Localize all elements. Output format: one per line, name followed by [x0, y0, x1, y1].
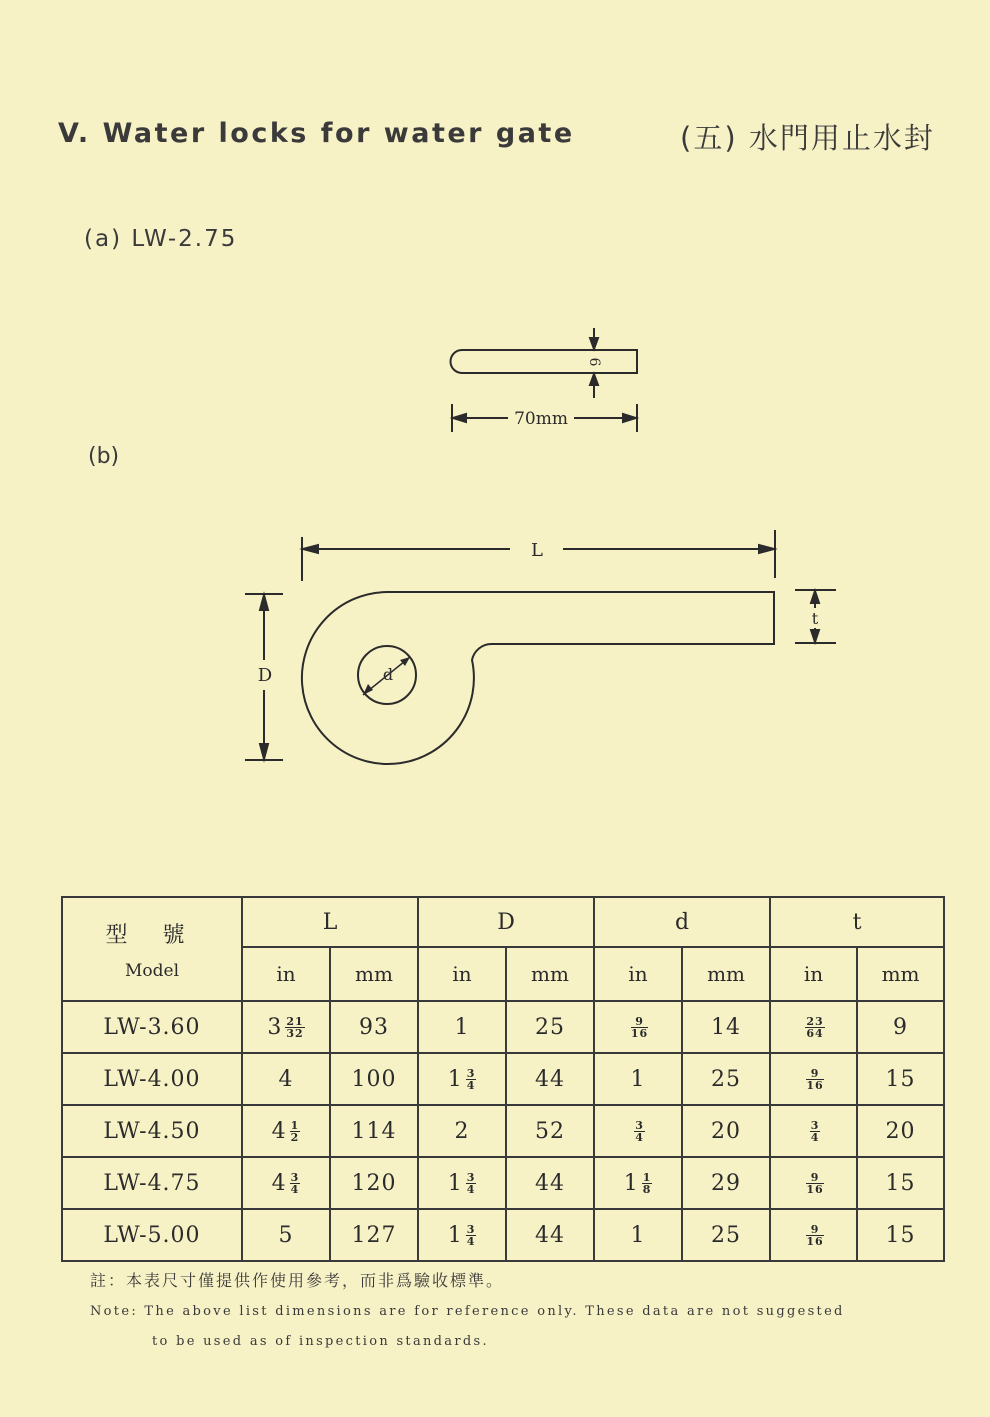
- page-title: V. Water locks for water gate: [58, 118, 575, 149]
- whole-part: 4: [271, 1170, 287, 1196]
- fraction-denominator: 4: [466, 1235, 476, 1248]
- D-mm-cell: 44: [506, 1053, 594, 1105]
- D-in-cell: [418, 1157, 506, 1209]
- whole-part: 1: [623, 1170, 639, 1196]
- t-in-cell: [770, 1105, 857, 1157]
- L-mm-cell: 93: [330, 1001, 418, 1053]
- fraction: [285, 1016, 304, 1039]
- t-mm-cell: 15: [857, 1053, 944, 1105]
- fraction-denominator: 4: [290, 1183, 300, 1196]
- model-cell: LW-4.50: [62, 1105, 242, 1157]
- unit-in: in: [242, 947, 330, 1001]
- L-in-cell: [242, 1209, 330, 1261]
- model-cell: LW-4.00: [62, 1053, 242, 1105]
- D-mm-cell: 44: [506, 1157, 594, 1209]
- section-label-b: (b): [88, 444, 120, 469]
- whole-part: 1: [630, 1222, 646, 1248]
- table-row: [62, 1053, 944, 1105]
- unit-in: in: [770, 947, 857, 1001]
- fraction-numerator: 1: [290, 1119, 300, 1132]
- dimension-t-label: t: [811, 609, 819, 628]
- model-header-cell: [62, 897, 242, 1001]
- fraction-denominator: 4: [466, 1183, 476, 1196]
- dimension-d-label: d: [382, 665, 394, 684]
- table-row: [62, 1157, 944, 1209]
- table-row: [62, 1001, 944, 1053]
- L-in-cell: [242, 1105, 330, 1157]
- L-mm-cell: 127: [330, 1209, 418, 1261]
- unit-in: in: [594, 947, 682, 1001]
- fraction-numerator: 9: [806, 1068, 823, 1080]
- model-header-en: Model: [124, 960, 180, 981]
- model-cell: LW-3.60: [62, 1001, 242, 1053]
- fraction: [810, 1120, 821, 1143]
- fraction-numerator: 3: [466, 1171, 476, 1184]
- D-in-cell: [418, 1209, 506, 1261]
- D-in-cell: [418, 1053, 506, 1105]
- t-in-cell: [770, 1053, 857, 1105]
- dimension-table: [61, 896, 945, 1262]
- unit-mm: mm: [682, 947, 770, 1001]
- whole-part: 3: [267, 1014, 283, 1040]
- table-row: [62, 1209, 944, 1261]
- whole-part: 4: [271, 1118, 287, 1144]
- fraction: [806, 1224, 823, 1247]
- fraction-numerator: 3: [810, 1119, 820, 1132]
- whole-part: 4: [278, 1066, 294, 1092]
- whole-part: 1: [447, 1170, 463, 1196]
- d-in-cell: [594, 1053, 682, 1105]
- fraction-denominator: 4: [810, 1131, 820, 1144]
- header-L: L: [242, 897, 418, 947]
- fraction: [466, 1068, 477, 1091]
- section-label-a: (a) LW-2.75: [84, 226, 238, 252]
- unit-in: in: [418, 947, 506, 1001]
- model-header-zh: 型 號: [105, 922, 199, 948]
- D-mm-cell: 52: [506, 1105, 594, 1157]
- t-mm-cell: 15: [857, 1157, 944, 1209]
- model-cell: LW-4.75: [62, 1157, 242, 1209]
- t-mm-cell: 9: [857, 1001, 944, 1053]
- whole-part: 5: [278, 1222, 294, 1248]
- whole-part: 1: [447, 1222, 463, 1248]
- unit-mm: mm: [506, 947, 594, 1001]
- L-mm-cell: 120: [330, 1157, 418, 1209]
- t-mm-cell: 15: [857, 1209, 944, 1261]
- fraction: [805, 1016, 824, 1039]
- d-in-cell: [594, 1001, 682, 1053]
- fraction: [290, 1172, 301, 1195]
- L-in-cell: [242, 1053, 330, 1105]
- fraction: [806, 1068, 823, 1091]
- fraction-numerator: 9: [631, 1016, 648, 1028]
- fraction: [806, 1172, 823, 1195]
- header-d: d: [594, 897, 770, 947]
- fraction-denominator: 2: [290, 1131, 300, 1144]
- unit-mm: mm: [330, 947, 418, 1001]
- fraction-numerator: 21: [286, 1015, 304, 1028]
- fraction-denominator: 16: [806, 1183, 824, 1196]
- d-in-cell: [594, 1105, 682, 1157]
- t-in-cell: [770, 1001, 857, 1053]
- model-cell: LW-5.00: [62, 1209, 242, 1261]
- L-mm-cell: 114: [330, 1105, 418, 1157]
- t-in-cell: [770, 1157, 857, 1209]
- table-row: [62, 1105, 944, 1157]
- D-mm-cell: 25: [506, 1001, 594, 1053]
- fraction-denominator: 16: [806, 1079, 824, 1092]
- fraction-numerator: 9: [806, 1172, 823, 1184]
- fraction: [642, 1172, 653, 1195]
- L-mm-cell: 100: [330, 1053, 418, 1105]
- d-in-cell: [594, 1209, 682, 1261]
- fraction-numerator: 3: [290, 1171, 300, 1184]
- d-mm-cell: 25: [682, 1209, 770, 1261]
- note-english-line-1: Note: The above list dimensions are for reference only. These data are not suggested: [90, 1304, 845, 1319]
- fraction-numerator: 23: [806, 1015, 824, 1028]
- fraction-numerator: 3: [466, 1067, 476, 1080]
- t-in-cell: [770, 1209, 857, 1261]
- L-in-cell: [242, 1157, 330, 1209]
- length-dimension-label: 70mm: [514, 409, 568, 429]
- D-mm-cell: 44: [506, 1209, 594, 1261]
- drawing-b-lock: [245, 530, 836, 764]
- fraction-denominator: 8: [642, 1183, 652, 1196]
- fraction-numerator: 9: [806, 1224, 823, 1236]
- whole-part: 1: [447, 1066, 463, 1092]
- note-chinese: 註：本表尺寸僅提供作使用參考，而非爲驗收標準。: [90, 1271, 505, 1290]
- fraction: [466, 1172, 477, 1195]
- whole-part: 1: [630, 1066, 646, 1092]
- header-D: D: [418, 897, 594, 947]
- fraction: [290, 1120, 301, 1143]
- fraction-numerator: 3: [466, 1223, 476, 1236]
- d-mm-cell: 25: [682, 1053, 770, 1105]
- d-mm-cell: 14: [682, 1001, 770, 1053]
- D-in-cell: [418, 1001, 506, 1053]
- whole-part: 1: [454, 1014, 470, 1040]
- note-english-line-2: to be used as of inspection standards.: [152, 1334, 489, 1349]
- d-in-cell: [594, 1157, 682, 1209]
- fraction-numerator: 3: [635, 1119, 644, 1132]
- d-mm-cell: 20: [682, 1105, 770, 1157]
- fraction: [634, 1120, 645, 1143]
- thickness-dimension-label: 6: [586, 357, 602, 367]
- fraction-denominator: 16: [806, 1235, 824, 1248]
- fraction: [631, 1016, 648, 1039]
- whole-part: 2: [454, 1118, 470, 1144]
- fraction-denominator: 16: [630, 1027, 649, 1040]
- fraction-denominator: 32: [286, 1027, 304, 1040]
- dimension-D-label: D: [257, 665, 273, 686]
- fraction-denominator: 4: [635, 1131, 644, 1144]
- dimension-L-label: L: [531, 540, 543, 561]
- d-mm-cell: 29: [682, 1157, 770, 1209]
- fraction-denominator: 4: [466, 1079, 476, 1092]
- unit-mm: mm: [857, 947, 944, 1001]
- header-t: t: [770, 897, 944, 947]
- t-mm-cell: 20: [857, 1105, 944, 1157]
- fraction-denominator: 64: [806, 1027, 824, 1040]
- L-in-cell: [242, 1001, 330, 1053]
- fraction-numerator: 1: [642, 1171, 652, 1184]
- table-body: [62, 1001, 944, 1261]
- page-title-chinese: (五) 水門用止水封: [680, 121, 935, 155]
- D-in-cell: [418, 1105, 506, 1157]
- fraction: [466, 1224, 477, 1247]
